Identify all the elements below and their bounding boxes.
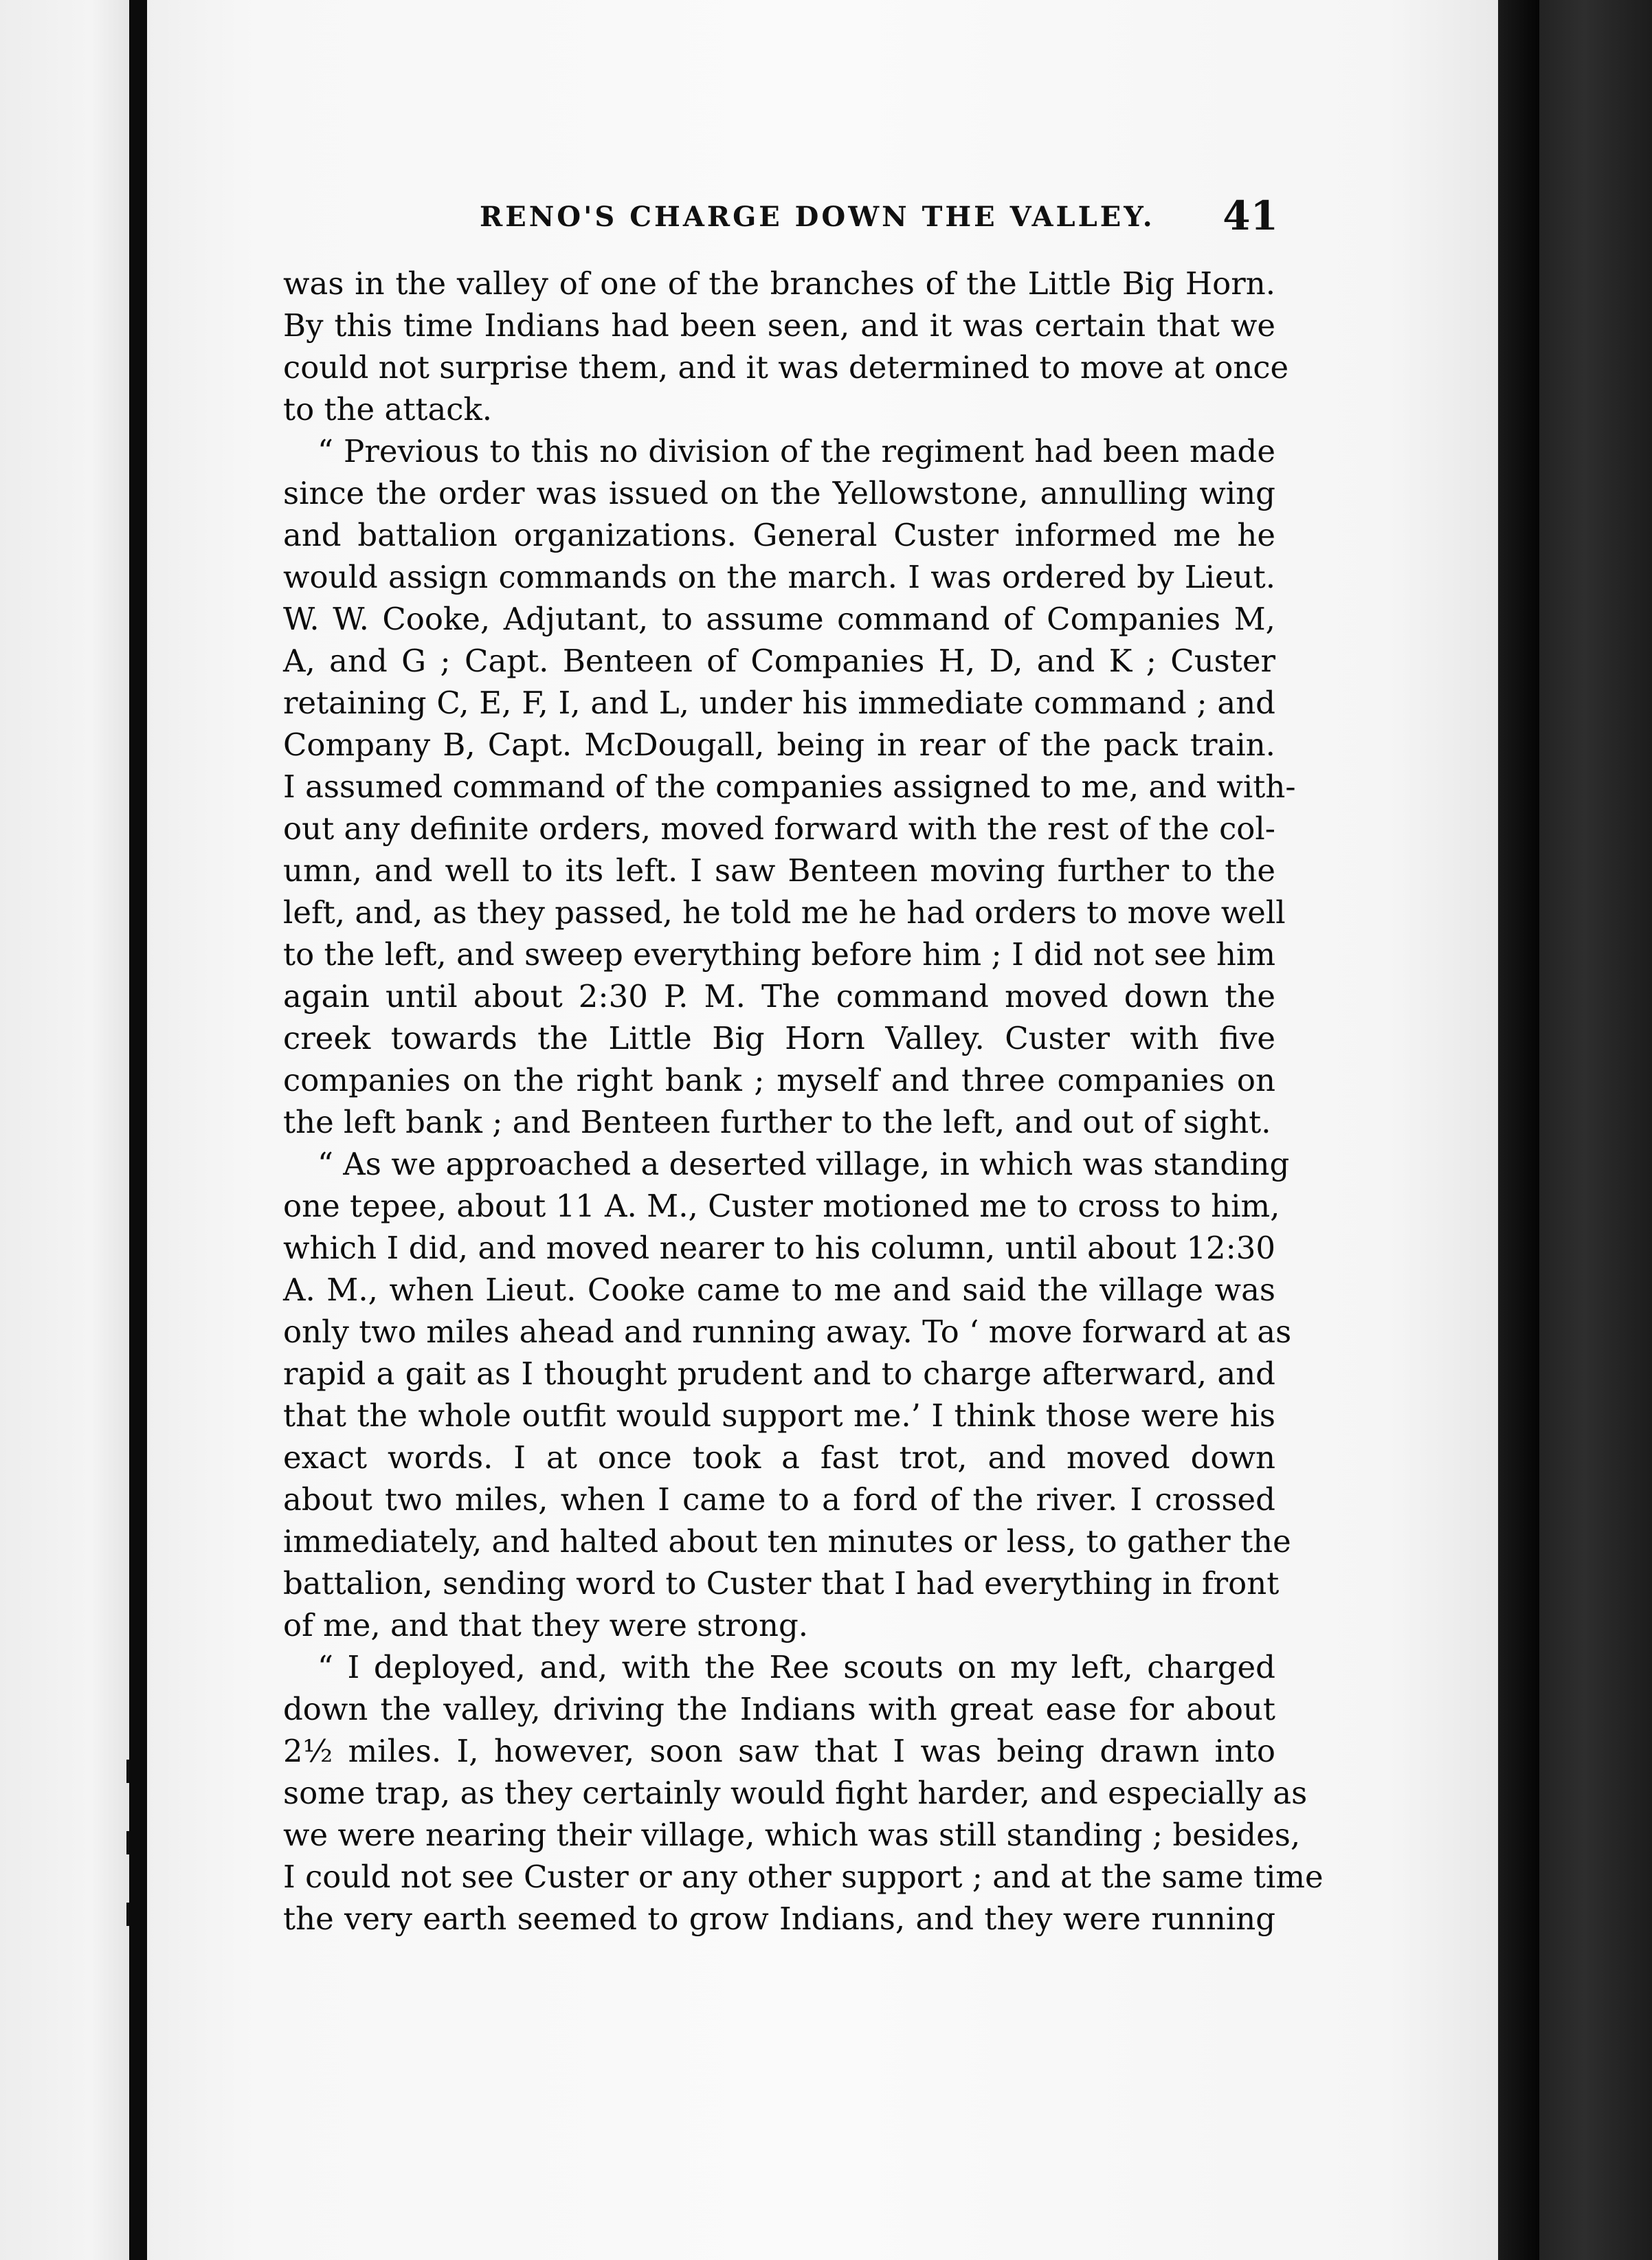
text-line: “ As we approached a deserted village, in which was standing — [317, 1146, 1290, 1182]
text-line: retaining C, E, F, I, and L, under his immediate command ; and — [283, 685, 1275, 721]
text-line: rapid a gait as I thought prudent and to charge afterward, and — [283, 1355, 1275, 1392]
text-line: Company B, Capt. McDougall, being in rear of the pack train. — [283, 727, 1275, 763]
page-number: 41 — [1223, 192, 1278, 239]
text-line: 2½ miles. I, however, soon saw that I was being drawn into — [283, 1733, 1275, 1769]
body-text — [283, 263, 1324, 1940]
facing-page-edge — [0, 0, 131, 2260]
page-edge-shadow — [1498, 0, 1539, 2260]
text-line: since the order was issued on the Yellowstone, annulling wing — [283, 475, 1275, 511]
text-line: about two miles, when I came to a ford of the river. I crossed — [283, 1481, 1275, 1518]
text-line: exact words. I at once took a fast trot, and moved down — [283, 1439, 1275, 1476]
text-line: out any definite orders, moved forward with the rest of the col- — [283, 810, 1275, 847]
paragraph — [283, 430, 1296, 1143]
text-line: we were nearing their village, which was still standing ; besides, — [283, 1817, 1301, 1853]
text-line: could not surprise them, and it was determined to move at once — [283, 349, 1289, 386]
scan-background — [1539, 0, 1652, 2260]
running-head — [289, 186, 1292, 247]
text-line: which I did, and moved nearer to his column, until about 12:30 — [283, 1230, 1275, 1266]
text-line: down the valley, driving the Indians with great ease for about — [283, 1691, 1275, 1727]
text-line: battalion, sending word to Custer that I had everything in front — [283, 1565, 1280, 1602]
text-line: umn, and well to its left. I saw Benteen moving further to the — [283, 852, 1275, 889]
paragraph — [283, 1646, 1324, 1940]
text-line: of me, and that they were strong. — [283, 1607, 809, 1643]
text-line: W. W. Cooke, Adjutant, to assume command of Companies M, — [283, 601, 1275, 637]
text-line: would assign commands on the march. I was ordered by Lieut. — [283, 559, 1275, 595]
text-line: A. M., when Lieut. Cooke came to me and said the village was — [283, 1272, 1275, 1308]
text-line: only two miles ahead and running away. To ‘ move forward at as — [283, 1314, 1292, 1350]
text-line: and battalion organizations. General Custer informed me he — [283, 517, 1275, 553]
running-title: RENO'S CHARGE DOWN THE VALLEY. — [480, 201, 1155, 233]
text-line: one tepee, about 11 A. M., Custer motioned me to cross to him, — [283, 1188, 1280, 1224]
text-line: was in the valley of one of the branches of the Little Big Horn. — [283, 265, 1275, 302]
text-line: to the attack. — [283, 391, 493, 428]
text-line: By this time Indians had been seen, and it was certain that we — [283, 307, 1275, 344]
text-line: that the whole outfit would support me.’ I think those were his — [283, 1397, 1275, 1434]
text-line: “ I deployed, and, with the Ree scouts on my left, charged — [317, 1649, 1275, 1685]
text-line: creek towards the Little Big Horn Valley. Custer with five — [283, 1020, 1275, 1056]
text-line: A, and G ; Capt. Benteen of Companies H, D, and K ; Custer — [283, 643, 1275, 679]
text-line: “ Previous to this no division of the regiment had been made — [317, 433, 1275, 469]
text-line: I could not see Custer or any other support ; and at the same time — [283, 1859, 1324, 1895]
text-line: immediately, and halted about ten minutes or less, to gather the — [283, 1523, 1291, 1560]
text-line: to the left, and sweep everything before him ; I did not see him — [283, 936, 1275, 973]
paragraph — [283, 1143, 1292, 1646]
text-line: companies on the right bank ; myself and three companies on — [283, 1062, 1275, 1098]
text-line: some trap, as they certainly would fight harder, and especially as — [283, 1775, 1308, 1811]
text-line: again until about 2:30 P. M. The command moved down the — [283, 978, 1275, 1015]
book-gutter — [129, 0, 147, 2260]
paragraph — [283, 263, 1289, 430]
text-line: I assumed command of the companies assigned to me, and with- — [283, 768, 1296, 805]
text-line: left, and, as they passed, he told me he had orders to move well — [283, 894, 1286, 931]
text-line: the very earth seemed to grow Indians, and they were running — [283, 1901, 1275, 1937]
text-line: the left bank ; and Benteen further to the left, and out of sight. — [283, 1104, 1271, 1140]
